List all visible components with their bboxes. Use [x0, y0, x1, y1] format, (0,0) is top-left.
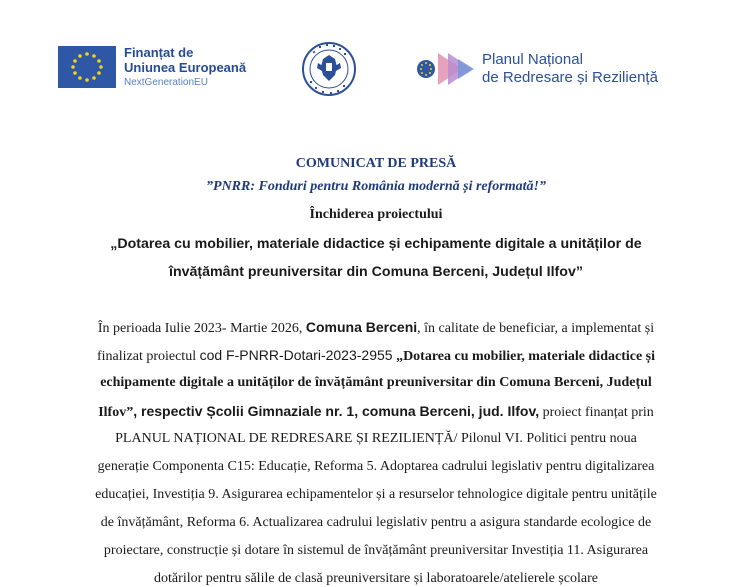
body-line-1	[0, 319, 752, 337]
body-line-2	[0, 347, 752, 365]
body-line-1-a: În perioada Iulie 2023- Martie 2026,	[97, 321, 306, 336]
body-line-5: PLANUL NAȚIONAL DE REDRESARE ȘI REZILIENȚĂ/ Pilonul VI. Politici pentru noua	[115, 431, 637, 446]
body-line-3: echipamente digitale a unităților de învățământ preuniversitar din Comuna Berceni, Județul	[100, 375, 652, 390]
pnrr-logo-text	[482, 51, 658, 86]
body-line-10: dotărilor pentru sălile de clasă preuniversitare și laboratoarele/atelierele școlare	[154, 571, 598, 586]
pnrr-logo-line2: de Redresare și Reziliență	[482, 69, 658, 86]
body-line-9: proiectare, construcție și dotare în sistemul de învățământ preuniversitar Investiția 11. Asigurarea	[103, 543, 649, 558]
project-title-line2: învățământ preuniversitar din Comuna Berceni, Județul Ilfov”	[169, 264, 583, 280]
pnrr-logo	[416, 49, 658, 89]
body-line-8: de învățământ, Reforma 6. Actualizarea cadrului legislativ pentru a asigura standarde ecologice de	[100, 515, 652, 530]
project-title-line1: „Dotarea cu mobilier, materiale didactice și echipamente digitale a unităților de	[110, 236, 642, 252]
eu-flag-icon	[58, 46, 116, 88]
pnrr-arrow-icon	[416, 49, 478, 89]
body-line-2-c: „Dotarea cu mobilier, materiale didactice și	[392, 349, 656, 364]
school-name: , respectiv Școlii Gimnaziale nr. 1, comuna Berceni, jud. Ilfov,	[133, 403, 540, 419]
body-line-1-c: , în calitate de beneficiar, a implementat și	[417, 321, 655, 336]
body-line-4-c: proiect finanțat prin	[539, 405, 654, 420]
pnrr-logo-line1: Planul Național	[482, 51, 583, 69]
romanian-government-seal-icon	[301, 41, 357, 97]
press-release-title: COMUNICAT DE PRESĂ	[295, 156, 457, 171]
body-line-4-a: Ilfov”	[98, 405, 134, 420]
eu-logo-line1: Finanțat de	[124, 45, 194, 60]
eu-logo-line3: NextGenerationEU	[124, 77, 208, 89]
beneficiary-name: Comuna Berceni	[305, 319, 418, 335]
project-code: cod F-PNRR-Dotari-2023-2955	[199, 347, 393, 363]
eu-logo-text	[124, 46, 246, 88]
body-line-2-a: finalizat proiectul	[96, 349, 200, 364]
eu-funding-logo	[58, 46, 246, 88]
project-closing-heading: Închiderea proiectului	[309, 207, 443, 222]
body-line-4	[0, 403, 752, 421]
press-release-slogan: ”PNRR: Fonduri pentru România modernă și reformată!”	[206, 179, 546, 194]
body-line-7: educației, Investiția 9. Asigurarea echipamentelor și a resurselor tehnologice digitale pentru unitățile	[95, 487, 657, 502]
body-line-6: generație Componenta C15: Educație, Reforma 5. Adoptarea cadrului legislativ pentru digitalizarea	[97, 459, 655, 474]
eu-logo-line2: Uniunea Europeană	[124, 59, 247, 75]
